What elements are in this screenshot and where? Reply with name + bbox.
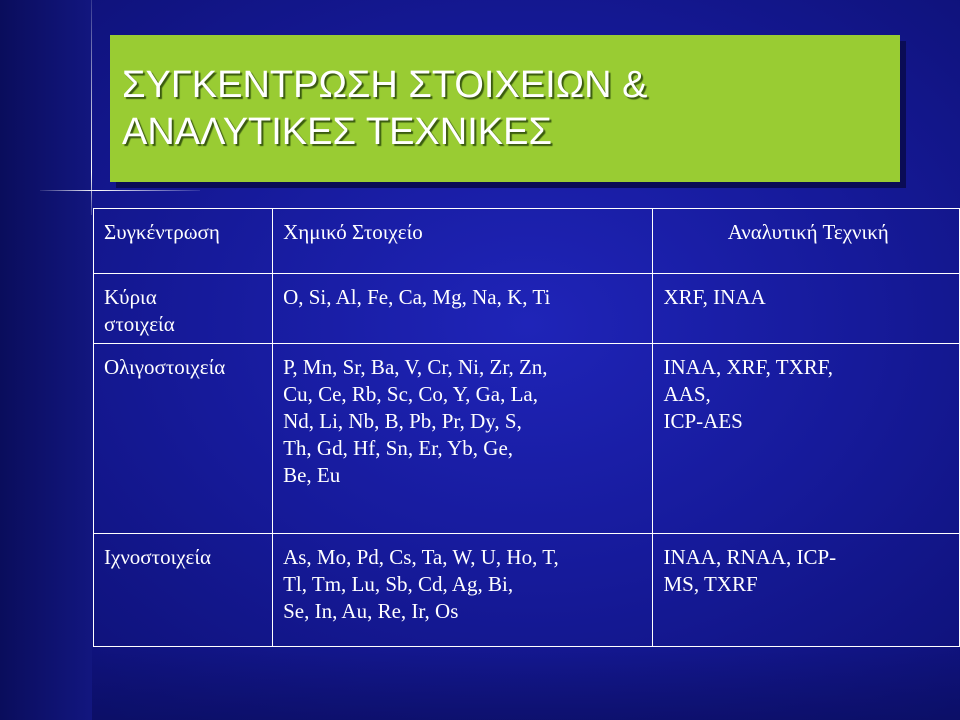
header-concentration xyxy=(94,209,273,274)
table-row xyxy=(94,274,960,344)
technique-cell xyxy=(653,274,960,344)
left-decorative-strip xyxy=(0,0,92,720)
technique-trace: INAA, RNAA, ICP- MS, TXRF xyxy=(663,545,837,596)
elements-cell xyxy=(273,274,653,344)
header-element-label: Χημικό Στοιχείο xyxy=(283,220,423,244)
concentration-cell xyxy=(94,534,273,647)
table-header-row xyxy=(94,209,960,274)
decorative-horizontal-line xyxy=(40,190,200,191)
technique-minor: INAA, XRF, TXRF, AAS, ICP-AES xyxy=(663,355,834,433)
concentration-cell xyxy=(94,344,273,534)
elements-minor: P, Mn, Sr, Ba, V, Cr, Ni, Zr, Zn, Cu, Ce, Rb, Sc, Co, Y, Ga, La, Nd, Li, Nb, B, Pb, Pr, Dy, S, Th, Gd, Hf, Sn, Er, Yb, Ge, Be, Eu xyxy=(283,355,548,487)
technique-major: XRF, INAA xyxy=(663,285,766,309)
table-row xyxy=(94,534,960,647)
table-row xyxy=(94,344,960,534)
header-concentration-label: Συγκέντρωση xyxy=(104,220,220,244)
elements-cell xyxy=(273,344,653,534)
header-technique xyxy=(653,209,960,274)
decorative-vertical-line xyxy=(91,0,92,215)
header-technique-label: Αναλυτική Τεχνική xyxy=(727,220,889,244)
concentration-cell xyxy=(94,274,273,344)
slide-title: ΣΥΓΚΕΝΤΡΩΣΗ ΣΤΟΙΧΕΙΩΝ & ΑΝΑΛΥΤΙΚΕΣ ΤΕΧΝΙΚΕΣ xyxy=(122,64,648,153)
concentration-trace: Ιχνοστοιχεία xyxy=(104,545,212,569)
bottom-decorative-strip xyxy=(92,650,960,720)
technique-cell xyxy=(653,534,960,647)
technique-cell xyxy=(653,344,960,534)
concentration-major: Κύρια στοιχεία xyxy=(104,285,175,336)
elements-trace: As, Mo, Pd, Cs, Ta, W, U, Ho, T, Tl, Tm, Lu, Sb, Cd, Ag, Bi, Se, In, Au, Re, Ir, Os xyxy=(283,545,559,623)
header-element xyxy=(273,209,653,274)
elements-table xyxy=(93,208,960,647)
elements-major: O, Si, Al, Fe, Ca, Mg, Na, K, Ti xyxy=(283,285,551,309)
elements-cell xyxy=(273,534,653,647)
concentration-minor: Ολιγοστοιχεία xyxy=(104,355,226,379)
